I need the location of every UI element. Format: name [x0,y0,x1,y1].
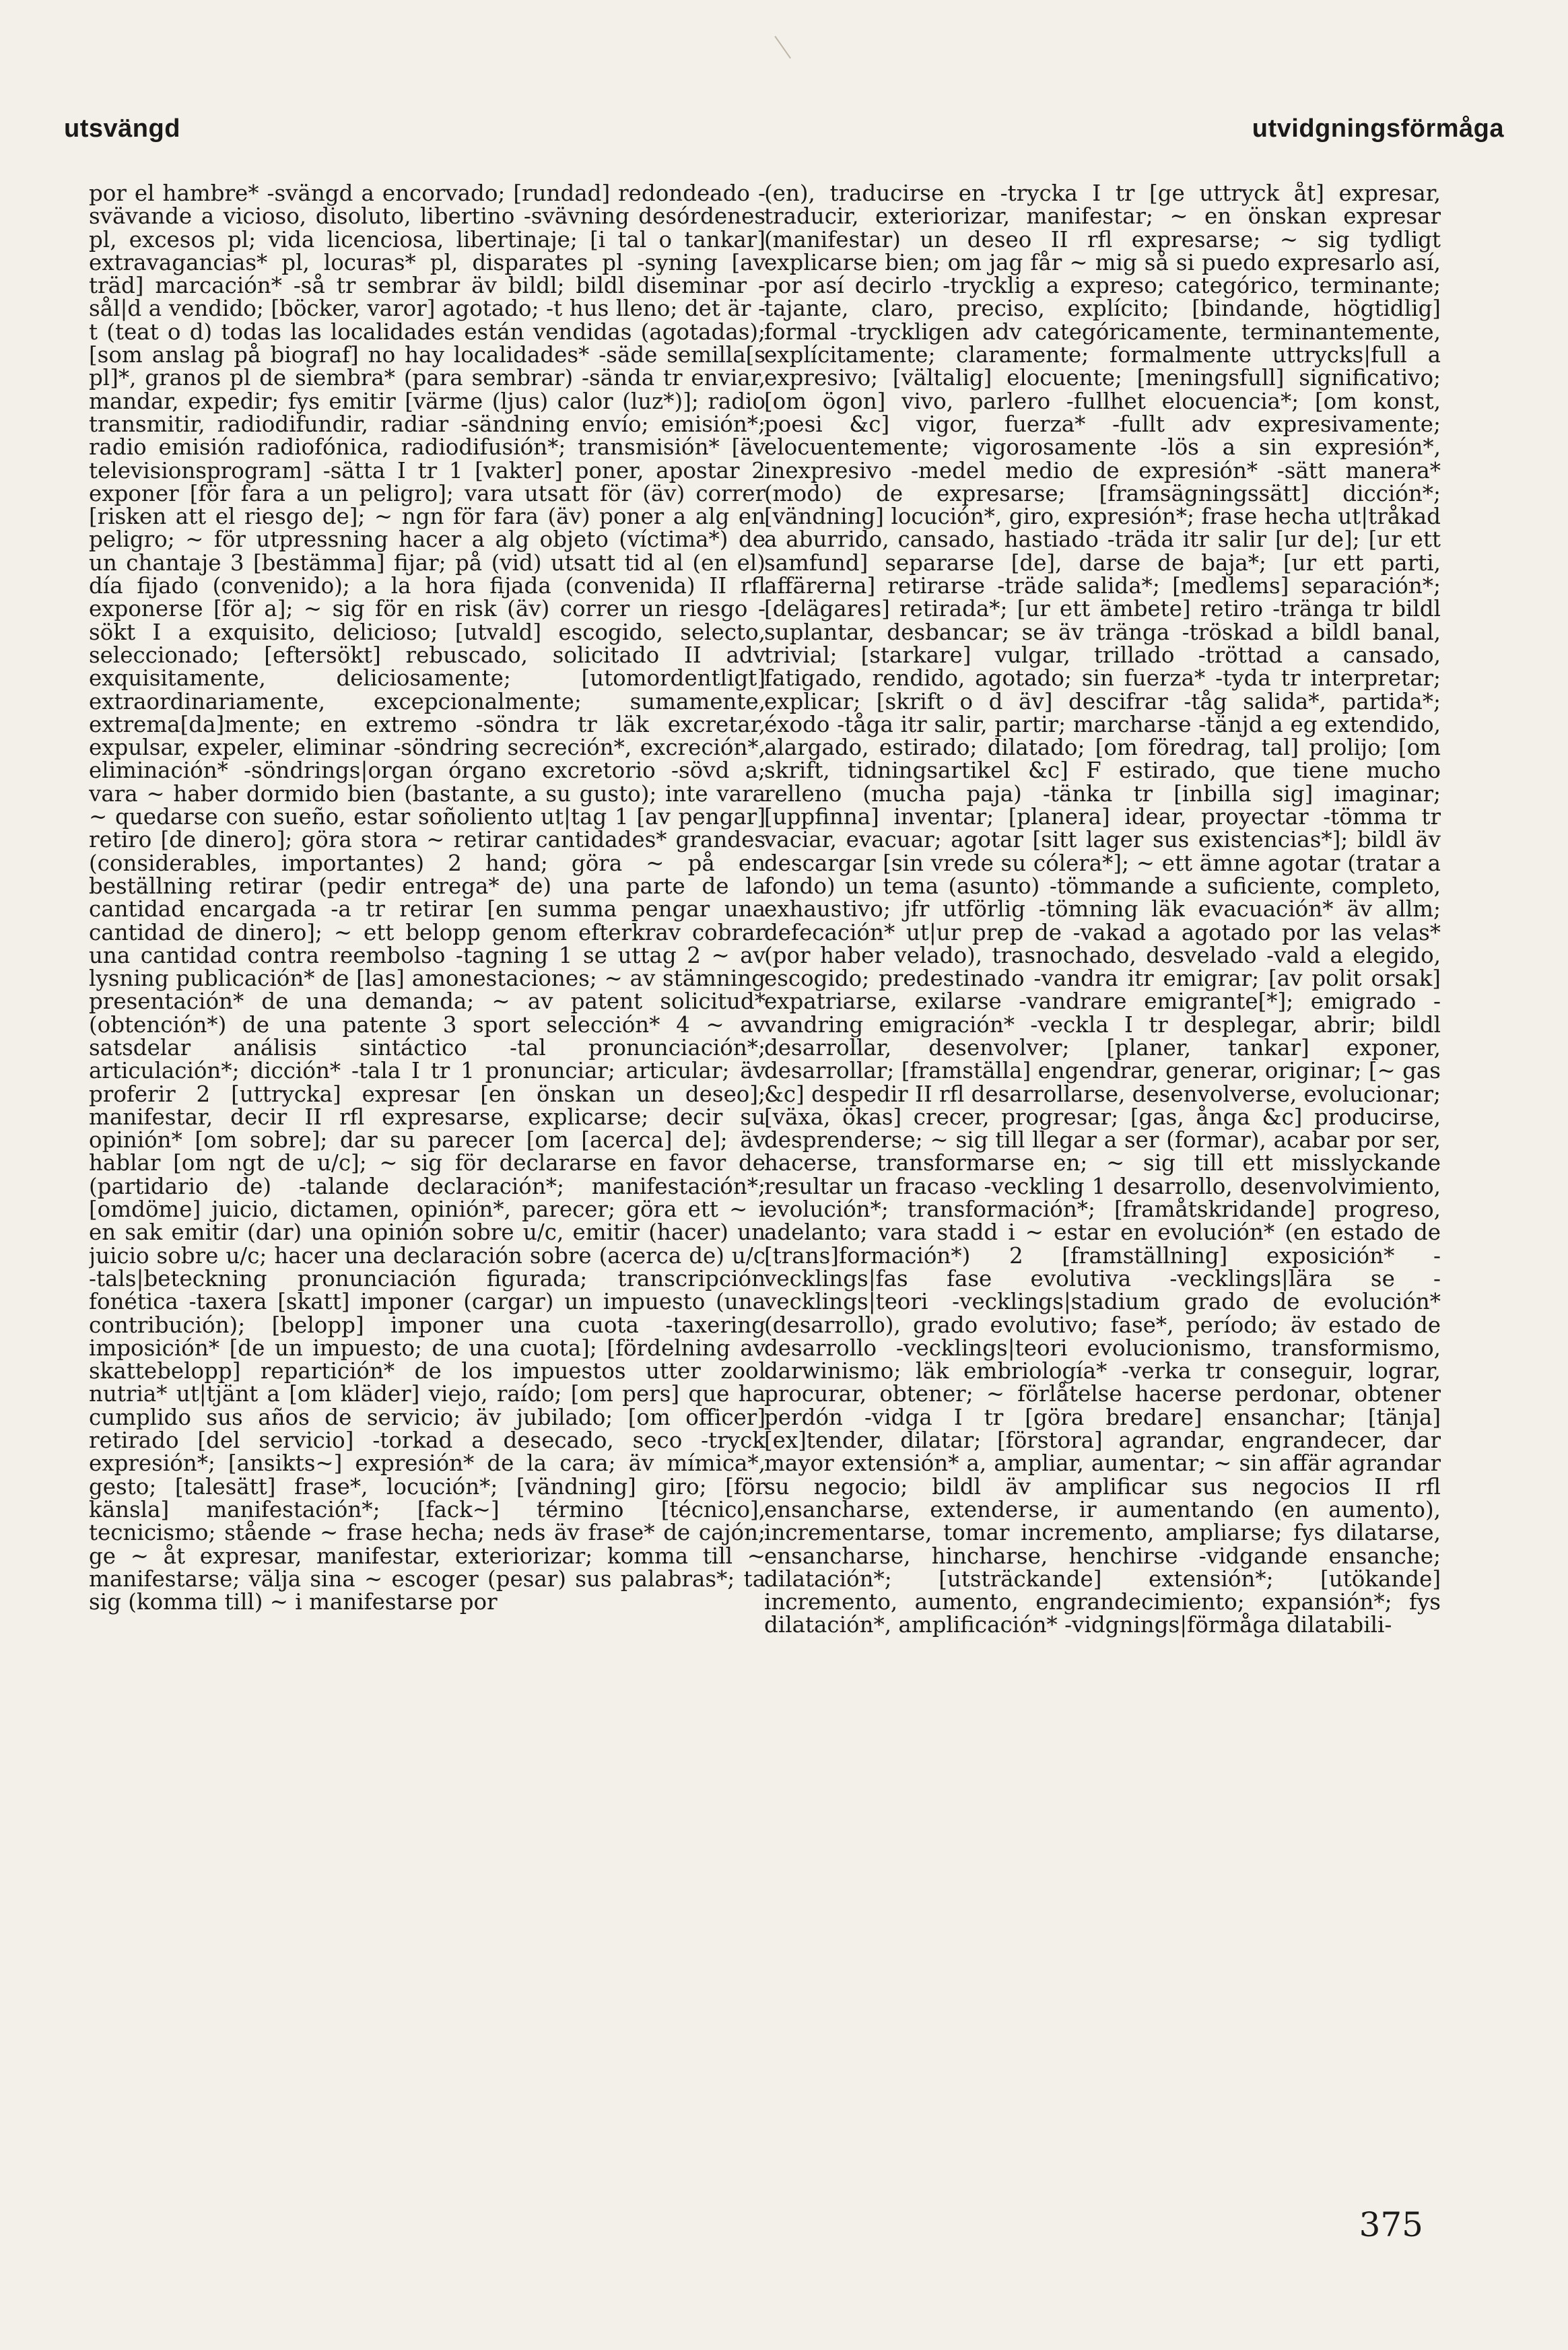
page-number: 375 [1359,2205,1423,2244]
left-column-text: por el hambre* -svängd a encorvado; [rundad] redondeado -svävande a vicioso, disoluto, libertino -svävning desórdenes pl, excesos pl; vida licenciosa, libertinaje; [i tal o tankar] extravagancias* pl, locuras* pl, disparates pl -syning [av träd] marcación* -så tr sembrar äv bildl; bildl diseminar -sål|d a vendido; [böcker, varor] agotado; -t hus lleno; det är -t (teat o d) todas las localidades están vendidas (agotadas); [som anslag på biograf] no hay localidades* -säde semilla[s pl]*, granos pl de siembra* (para sembrar) -sända tr enviar, mandar, expedir; fys emitir [värme (ljus) calor (luz*)]; radio transmitir, radiodifundir, radiar -sändning envío; emisión*; radio emisión radiofónica, radiodifusión*; transmisión* [äv televisionsprogram] -sätta I tr 1 [vakter] poner, apostar 2 exponer [för fara a un peligro]; vara utsatt för (äv) correr [risken att el riesgo de]; ~ ngn för fara (äv) poner a alg en peligro; ~ för utpressning hacer a alg objeto (víctima*) de un chantaje 3 [bestämma] fijar; på (vid) utsatt tid al (en el) día fijado (convenido); a la hora fijada (convenida) II rfl exponerse [för a]; ~ sig för en risk (äv) correr un riesgo -sökt I a exquisito, delicioso; [utvald] escogido, selecto, seleccionado; [eftersökt] rebuscado, solicitado II adv exquisitamente, deliciosamente; [utomordentligt] extraordinariamente, excepcionalmente; sumamente, extrema[da]mente; en extremo -söndra tr läk excretar, expulsar, expeler, eliminar -söndring secreción*, excreción*, eliminación* -söndrings|organ órgano excretorio -sövd a; vara ~ haber dormido bien (bastante, a su gusto); inte vara ~ quedarse con sueño, estar soñoliento ut|tag 1 [av pengar] retiro [de dinero]; göra stora ~ retirar cantidades* grandes (considerables, importantes) 2 hand; göra ~ på en beställning retirar (pedir entrega* de) una parte de la cantidad encargada -a tr retirar [en summa pengar una cantidad de dinero]; ~ ett belopp genom efterkrav cobrar una cantidad contra reembolso -tagning 1 se uttag 2 ~ av lysning publicación* de [las] amonestaciones; ~ av stämning presentación* de una demanda; ~ av patent solicitud* (obtención*) de una patente 3 sport selección* 4 ~ av satsdelar análisis sintáctico -tal pronunciación*; articulación*; dicción* -tala I tr 1 pronunciar; articular; äv proferir 2 [uttrycka] expresar [en önskan un deseo]; manifestar, decir II rfl expresarse, explicarse; decir su opinión* [om sobre]; dar su parecer [om [acerca] de]; äv hablar [om ngt de u/c]; ~ sig för declararse en favor de (partidario de) -talande declaración*; manifestación*; [omdöme] juicio, dictamen, opinión*, parecer; göra ett ~ i en sak emitir (dar) una opinión sobre u/c, emitir (hacer) un juicio sobre u/c; hacer una declaración sobre (acerca de) u/c -tals|beteckning pronunciación figurada; transcripción fonética -taxera [skatt] imponer (cargar) un impuesto (una contribución); [belopp] imponer una cuota -taxering imposición* [de un impuesto; de una cuota]; [fördelning av skattebelopp] repartición* de los impuestos utter zool nutria* ut|tjänt a [om kläder] viejo, raído; [om pers] que ha cumplido sus años de servicio; äv jubilado; [om officer] retirado [del servicio] -torkad a desecado, seco -tryck expresión*; [ansikts~] expresión* de la cara; äv mímica*, gesto; [talesätt] frase*, locución*; [vändning] giro; [för känsla] manifestación*; [fack~] término [técnico], tecnicismo; stående ~ frase hecha; neds äv frase* de cajón; ge ~ åt expresar, manifestar, exteriorizar; komma till ~ manifestarse; välja sina ~ escoger (pesar) sus palabras*; ta sig (komma till) ~ i manifestarse por [89,182,765,1615]
right-guide-word: utvidgningsförmåga [1252,114,1504,143]
right-column-text: (en), traducirse en -trycka I tr [ge uttryck åt] expresar, traducir, exteriorizar, manifestar; ~ en önskan expresar (manifestar) un deseo II rfl expresarse; ~ sig tydligt explicarse bien; om jag får ~ mig så si puedo expresarlo así, por así decirlo -trycklig a expreso; categórico, terminante; tajante, claro, preciso, explícito; [bindande, högtidlig] formal -tryckligen adv categóricamente, terminantemente, explícitamente; claramente; formalmente uttrycks|full a expresivo; [vältalig] elocuente; [meningsfull] significativo; [om ögon] vivo, parlero -fullhet elocuencia*; [om konst, poesi &c] vigor, fuerza* -fullt adv expresivamente; elocuentemente; vigorosamente -lös a sin expresión*, inexpresivo -medel medio de expresión* -sätt manera* (modo) de expresarse; [framsägningssätt] dicción*; [vändning] locución*, giro, expresión*; frase hecha ut|tråkad a aburrido, cansado, hastiado -träda itr salir [ur de]; [ur ett samfund] separarse [de], darse de baja*; [ur ett parti, affärerna] retirarse -träde salida*; [medlems] separación*; [delägares] retirada*; [ur ett ämbete] retiro -tränga tr bildl suplantar, desbancar; se äv tränga -tröskad a bildl banal, trivial; [starkare] vulgar, trillado -tröttad a cansado, fatigado, rendido, agotado; sin fuerza* -tyda tr interpretar; explicar; [skrift o d äv] descifrar -tåg salida*, partida*; éxodo -tåga itr salir, partir; marcharse -tänjd a eg extendido, alargado, estirado; dilatado; [om föredrag, tal] prolijo; [om skrift, tidningsartikel &c] F estirado, que tiene mucho relleno (mucha paja) -tänka tr [inbilla sig] imaginar; [uppfinna] inventar; [planera] idear, proyectar -tömma tr vaciar, evacuar; agotar [sitt lager sus existencias*]; bildl äv descargar [sin vrede su cólera*]; ~ ett ämne agotar (tratar a fondo) un tema (asunto) -tömmande a suficiente, completo, exhaustivo; jfr utförlig -tömning läk evacuación* äv allm; defecación* ut|ur prep de -vakad a agotado por las velas* (por haber velado), trasnochado, desvelado -vald a elegido, escogido; predestinado -vandra itr emigrar; [av polit orsak] expatriarse, exilarse -vandrare emigrante[*]; emigrado -vandring emigración* -veckla I tr desplegar, abrir; bildl desarrollar, desenvolver; [planer, tankar] exponer, desarrollar; [framställa] engendrar, generar, originar; [~ gas &c] despedir II rfl desarrollarse, desenvolverse, evolucionar; [växa, ökas] crecer, progresar; [gas, ånga &c] producirse, desprenderse; ~ sig till llegar a ser (formar), acabar por ser, hacerse, transformarse en; ~ sig till ett misslyckande resultar un fracaso -veckling 1 desarrollo, desenvolvimiento, evolución*; transformación*; [framåtskridande] progreso, adelanto; vara stadd i ~ estar en evolución* (en estado de [trans]formación*) 2 [framställning] exposición* -vecklings|fas fase evolutiva -vecklings|lära se -vecklings|teori -vecklings|stadium grado de evolución* (desarrollo), grado evolutivo; fase*, período; äv estado de desarrollo -vecklings|teori evolucionismo, transformismo, darwinismo; läk embriología* -verka tr conseguir, lograr, procurar, obtener; ~ förlåtelse hacerse perdonar, obtener perdón -vidga I tr [göra bredare] ensanchar; [tänja] [ex]tender, dilatar; [förstora] agrandar, engrandecer, dar mayor extensión* a, ampliar, aumentar; ~ sin affär agrandar su negocio; bildl äv amplificar sus negocios II rfl ensancharse, extenderse, ir aumentando (en aumento), incrementarse, tomar incremento, ampliarse; fys dilatarse, ensancharse, hincharse, henchirse -vidgande ensanche; dilatación*; [utsträckande] extensión*; [utökande] incremento, aumento, engrandecimiento; expansión*; fys dilatación*, amplificación* -vidgnings|förmåga dilatabili- [764,182,1441,1638]
left-column [89,182,765,2222]
page-header [64,114,1504,143]
left-guide-word: utsvängd [64,114,180,143]
scan-mark [774,29,800,59]
right-column [764,182,1441,2222]
